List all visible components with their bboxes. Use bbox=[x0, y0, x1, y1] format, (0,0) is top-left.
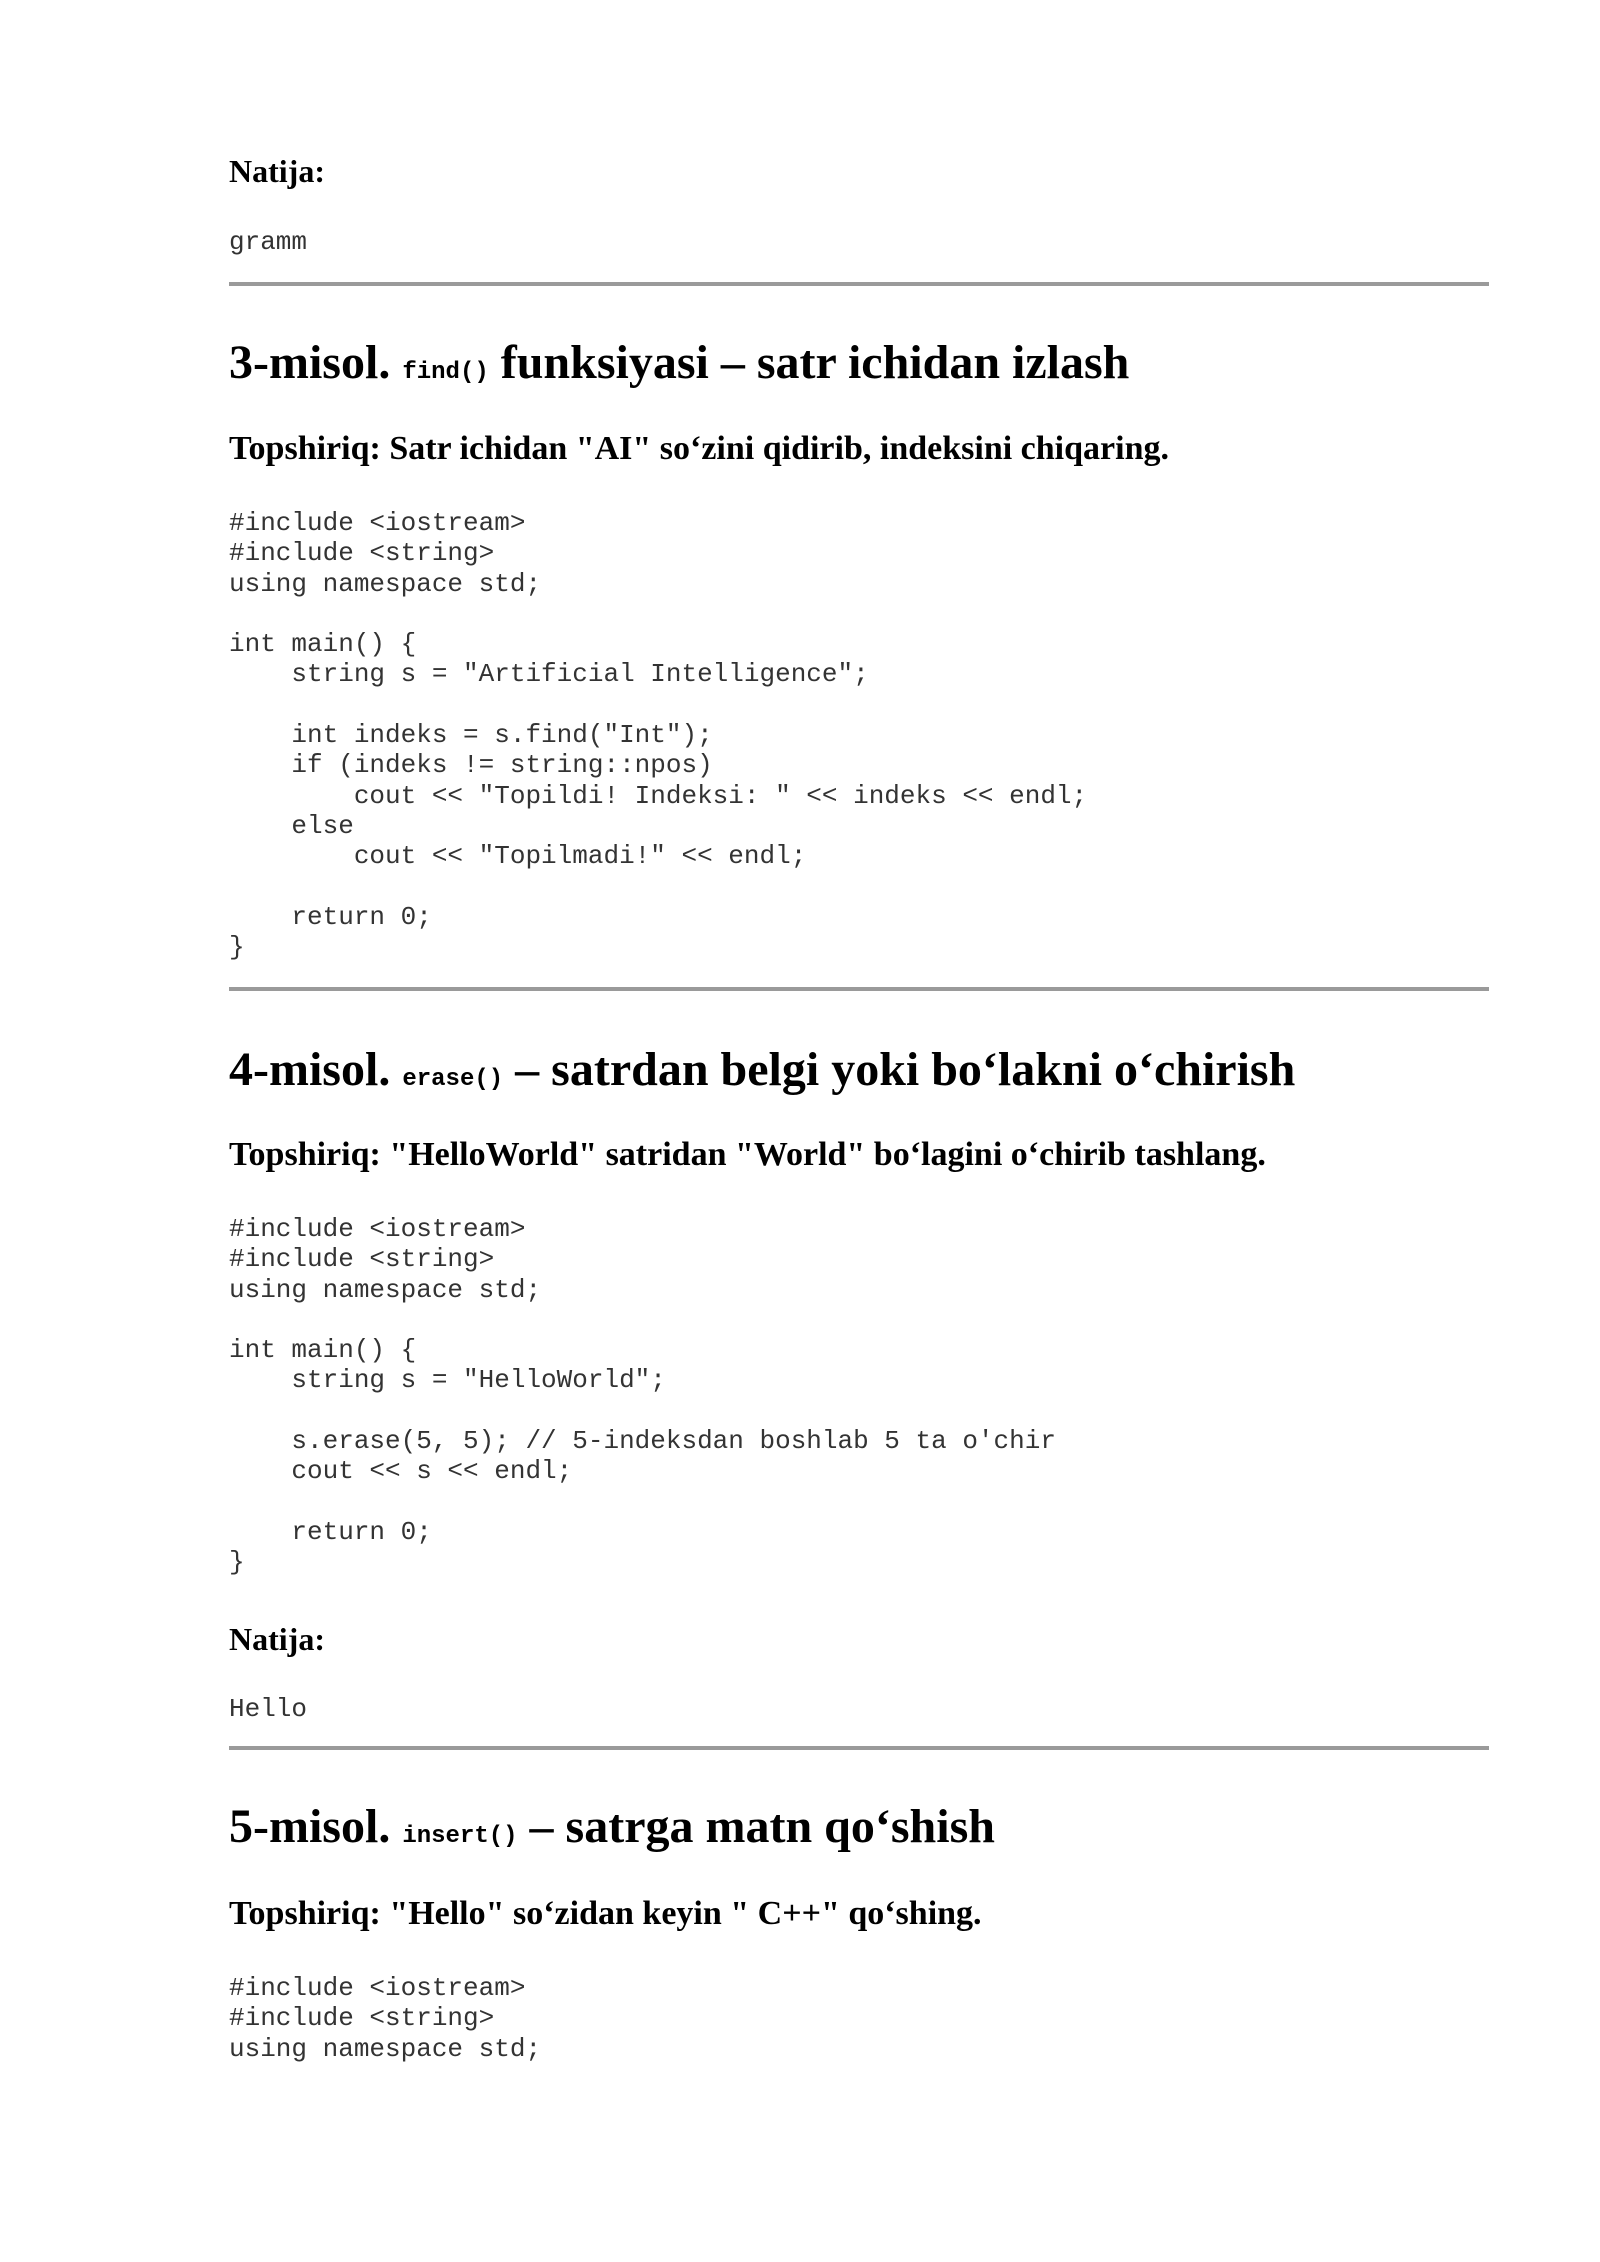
example-3-task: Topshiriq: Satr ichidan "AI" so‘zini qidirib, indeksini chiqaring. bbox=[229, 430, 1169, 467]
divider bbox=[229, 1746, 1489, 1750]
example-4-result-output: Hello bbox=[229, 1694, 308, 1724]
example-4-task: Topshiriq: "HelloWorld" satridan "World" bo‘lagini o‘chirib tashlang. bbox=[229, 1136, 1266, 1173]
divider bbox=[229, 987, 1489, 991]
example-3-title: funksiyasi – satr ichidan izlash bbox=[500, 336, 1130, 389]
example-4-function: erase() bbox=[402, 1066, 504, 1093]
example-5-number: 5-misol. bbox=[229, 1800, 391, 1853]
example-5-function: insert() bbox=[402, 1823, 518, 1850]
example-3-number: 3-misol. bbox=[229, 336, 391, 389]
example-4-result-label: Natija: bbox=[229, 1621, 325, 1657]
example-5-heading bbox=[229, 1797, 995, 1867]
example-5-title: – satrga matn qo‘shish bbox=[529, 1800, 995, 1853]
example-5-task: Topshiriq: "Hello" so‘zidan keyin " C++" qo‘shing. bbox=[229, 1895, 982, 1932]
example-3-function: find() bbox=[402, 359, 489, 386]
example-3-code: #include <iostream> #include <string> using namespace std; int main() { string s = "Artificial Intelligence"; int indeks = s.find("Int"); if (indeks != string::npos) cout << "Topildi! Indeksi: " << indeks << endl; else cout << "Topilmadi!" << endl; return 0; } bbox=[229, 508, 1088, 963]
result-label: Natija: bbox=[229, 153, 325, 189]
example-4-title: – satrdan belgi yoki bo‘lakni o‘chirish bbox=[515, 1043, 1296, 1096]
result-output: gramm bbox=[229, 227, 308, 257]
example-5-code: #include <iostream> #include <string> using namespace std; bbox=[229, 1973, 542, 2064]
example-4-code: #include <iostream> #include <string> using namespace std; int main() { string s = "HelloWorld"; s.erase(5, 5); // 5-indeksdan boshlab 5 ta o'chir cout << s << endl; return 0; } bbox=[229, 1214, 1056, 1578]
example-4-number: 4-misol. bbox=[229, 1043, 391, 1096]
example-4-heading bbox=[229, 1040, 1295, 1110]
divider bbox=[229, 282, 1489, 286]
example-3-heading bbox=[229, 333, 1129, 403]
